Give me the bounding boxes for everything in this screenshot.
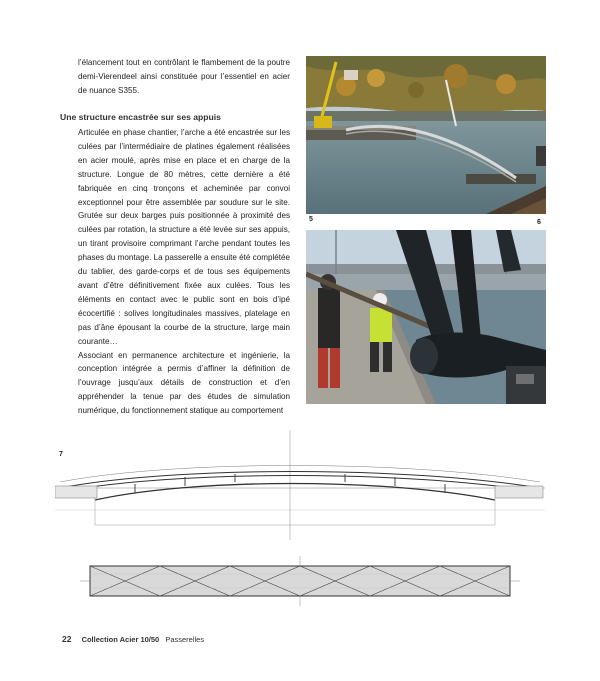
figure-number-6: 6 xyxy=(537,219,541,226)
body-paragraph-2: Associant en permanence architecture et ingénierie, la conception intégrée a permis d’affiner la définition de l’ouvrage jusqu’aux détails de construction et d’en appréhender la tenue par des études de simulation numérique, du fonctionnement statique au comportement xyxy=(78,350,290,416)
bridge-elevation-drawing xyxy=(55,430,545,540)
body-paragraph-1: Articulée en phase chantier, l’arche a été encastrée sur les culées par l’intermédiaire de platines également réalisées en acier moulé, après mise en place et en charge de la structure. Longue de 80 mètres, cette dernière a été fabriquée en cinq tronçons et acheminée par convoi exceptionnel pour être assemblée par soudure sur le site. Grutée sur deux barges puis positionnée à proximité des culées par rotation, la structure a été levée sur ses appuis, un tirant provisoire comprimant l’arche pendant toutes les phases du montage. La passerelle a ensuite été complétée du tablier, des garde-corps et de tous ses équipements avant d’être définitivement fixée aux culées. Tous les éléments en contact avec le public sont en bois d’ipé écocertifié : solives longitudinales massives, platelage en pas d’âne épousant la courbe de la structure, large main courante… xyxy=(78,128,290,346)
section-heading: Une structure encastrée sur ses appuis xyxy=(60,112,221,122)
collection-name: Collection Acier 10/50 xyxy=(81,635,160,644)
bridge-plan-drawing xyxy=(80,556,520,606)
figure-number-5: 5 xyxy=(309,216,313,223)
publication-title: Passerelles xyxy=(165,635,205,644)
body-text xyxy=(78,126,290,418)
photo-barge-lifting xyxy=(306,56,546,214)
figure-number-7: 7 xyxy=(59,451,63,458)
page-footer xyxy=(62,634,204,644)
photo-workers-assembly xyxy=(306,230,546,404)
page-number: 22 xyxy=(62,634,72,644)
intro-text xyxy=(78,56,290,98)
intro-paragraph: l’élancement tout en contrôlant le flambement de la poutre demi-Vierendeel ainsi constituée pour l’essentiel en acier de nuance S355. xyxy=(78,58,290,95)
